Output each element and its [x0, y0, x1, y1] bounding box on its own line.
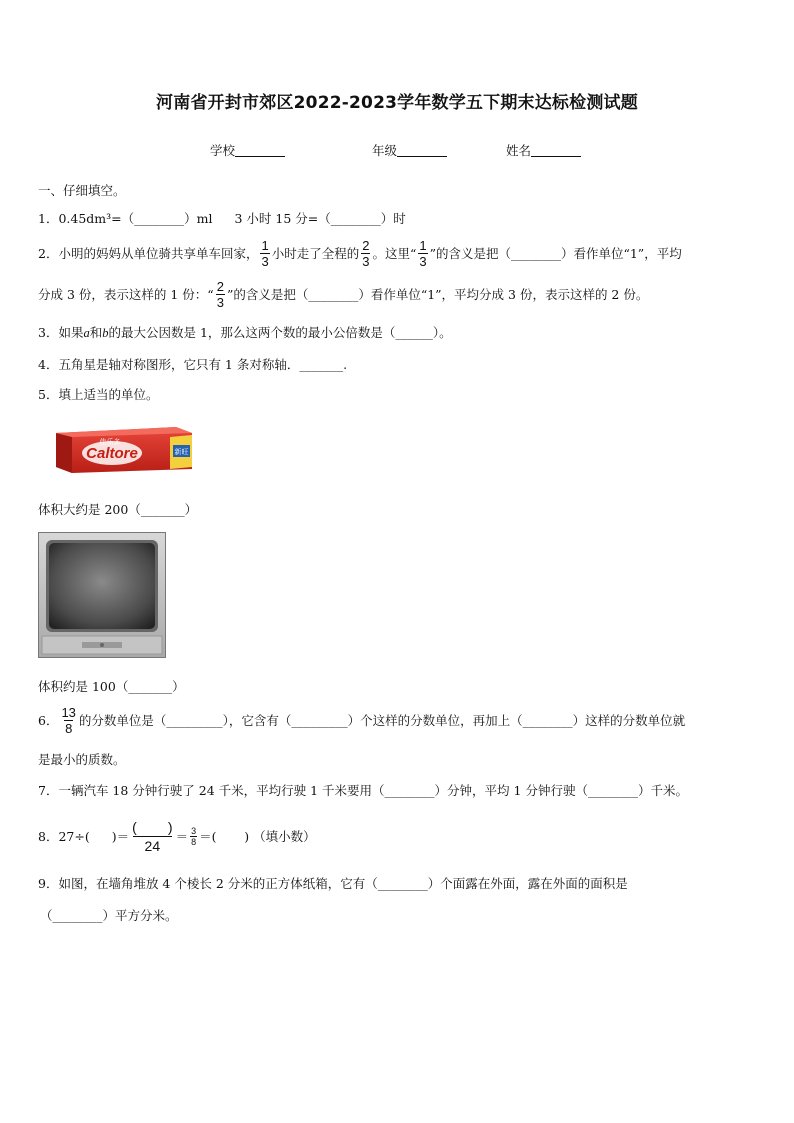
q2-text-6: ”的含义是把（________）看作单位“1”，平均分成 3 份，表示这样的 2 份。	[226, 287, 649, 302]
fraction-thirteen-eighths	[60, 705, 76, 736]
fraction-numerator: 2	[362, 237, 370, 253]
fraction-numerator: 1	[419, 237, 427, 253]
name-label: 姓名	[506, 143, 532, 158]
question-6-line-1	[38, 701, 685, 739]
q8-text-2: )＝	[111, 829, 130, 844]
q3-text-3: 的最大公因数是 1，那么这两个数的最小公倍数是（______）。	[108, 325, 452, 340]
q4-text: 五角星是轴对称图形，它只有 1 条对称轴．_______.	[58, 357, 348, 372]
question-6-line-2: 是最小的质数。	[38, 752, 126, 767]
q2-text-3: 。这里“	[372, 246, 417, 261]
box-small-text: 佳乐多	[99, 438, 121, 446]
q8-equals: ＝	[175, 829, 189, 844]
question-number: 8．	[38, 829, 59, 844]
question-9-line-2: （________）平方分米。	[40, 908, 178, 923]
fraction-numerator: 3	[191, 825, 197, 836]
question-number: 7．	[38, 783, 59, 798]
q2-text-5: 分成 3 份，表示这样的 1 份：“	[38, 287, 214, 302]
q3-text-1: 如果	[58, 325, 84, 340]
q1-part-b: 3 小时 15 分=（________）时	[234, 211, 406, 226]
question-1	[38, 209, 406, 227]
fraction-numerator: 13	[61, 704, 76, 720]
q2-text-1: 小明的妈妈从单位骑共享单车回家，	[58, 246, 259, 261]
question-number: 3．	[38, 325, 59, 340]
question-8	[38, 815, 316, 857]
name-field	[506, 141, 581, 159]
document-title: 河南省开封市郊区2022-2023学年数学五下期末达标检测试题	[156, 93, 638, 113]
fraction-three-eighths	[190, 826, 197, 847]
box-brand-text: Caltore	[86, 445, 138, 462]
q1-part-a: 0.45dm³=（________）ml	[58, 211, 213, 226]
q2-text-2: 小时走了全程的	[271, 246, 360, 261]
fraction-denominator: 3	[261, 253, 269, 269]
fraction-one-third	[260, 238, 269, 269]
fraction-numerator: ( )	[132, 818, 173, 835]
question-5	[38, 385, 158, 403]
fraction-numerator: 1	[261, 237, 269, 253]
question-number: 5．	[38, 387, 59, 402]
question-number: 4．	[38, 357, 59, 372]
grade-blank[interactable]	[397, 143, 447, 157]
fraction-denominator: 3	[419, 253, 427, 269]
volume-line-2: 体积约是 100（_______）	[38, 679, 185, 694]
q6-text-1: 的分数单位是（_________），它含有（_________）个这样的分数单位，再加上（________）这样的分数单位就	[78, 713, 686, 728]
question-2-line-1	[38, 234, 682, 272]
q9-text-1: 如图，在墙角堆放 4 个棱长 2 分米的正方体纸箱，它有（________）个面露在外面，露在外面的面积是	[58, 876, 628, 891]
fraction-denominator: 24	[133, 836, 173, 855]
q2-text-4: ”的含义是把（________）看作单位“1”，平均	[429, 246, 682, 261]
name-blank[interactable]	[531, 143, 581, 157]
variable-a: a	[83, 326, 90, 340]
fraction-numerator: 2	[216, 278, 224, 294]
fraction-denominator: 3	[216, 294, 224, 310]
question-3	[38, 323, 452, 341]
q5-text: 填上适当的单位。	[58, 387, 159, 402]
question-number: 6．	[38, 713, 59, 728]
question-7	[38, 781, 688, 799]
q8-text-3: ＝( ) （填小数）	[199, 829, 316, 844]
question-number: 1．	[38, 211, 59, 226]
question-number: 9．	[38, 876, 59, 891]
q8-text-1: 27÷(	[58, 828, 90, 844]
question-2-line-2	[38, 275, 648, 313]
fraction-denominator: 8	[191, 836, 197, 847]
section-heading: 一、仔细填空。	[38, 183, 126, 198]
q7-text: 一辆汽车 18 分钟行驶了 24 千米，平均行驶 1 千米要用（________）分钟，平均 1 分钟行驶（________）千米。	[58, 783, 688, 798]
toothpaste-box-image	[52, 423, 196, 475]
fraction-denominator: 8	[65, 720, 73, 736]
fraction-two-thirds	[361, 238, 370, 269]
q3-text-2: 和	[89, 325, 103, 340]
television-image	[38, 532, 166, 658]
fraction-two-thirds	[216, 279, 225, 310]
question-9-line-1	[38, 874, 628, 892]
school-label: 学校	[210, 143, 236, 158]
fraction-denominator: 3	[362, 253, 370, 269]
variable-b: b	[102, 326, 109, 340]
school-blank[interactable]	[235, 143, 285, 157]
box-badge-text: 新旺	[174, 448, 189, 456]
fraction-one-third	[418, 238, 427, 269]
grade-label: 年级	[372, 143, 398, 158]
question-number: 2．	[38, 246, 59, 261]
fraction-blank-over-24	[131, 818, 173, 855]
school-field	[210, 141, 285, 159]
question-4	[38, 355, 347, 373]
grade-field	[372, 141, 447, 159]
volume-line-1: 体积大约是 200（_______）	[38, 502, 198, 517]
